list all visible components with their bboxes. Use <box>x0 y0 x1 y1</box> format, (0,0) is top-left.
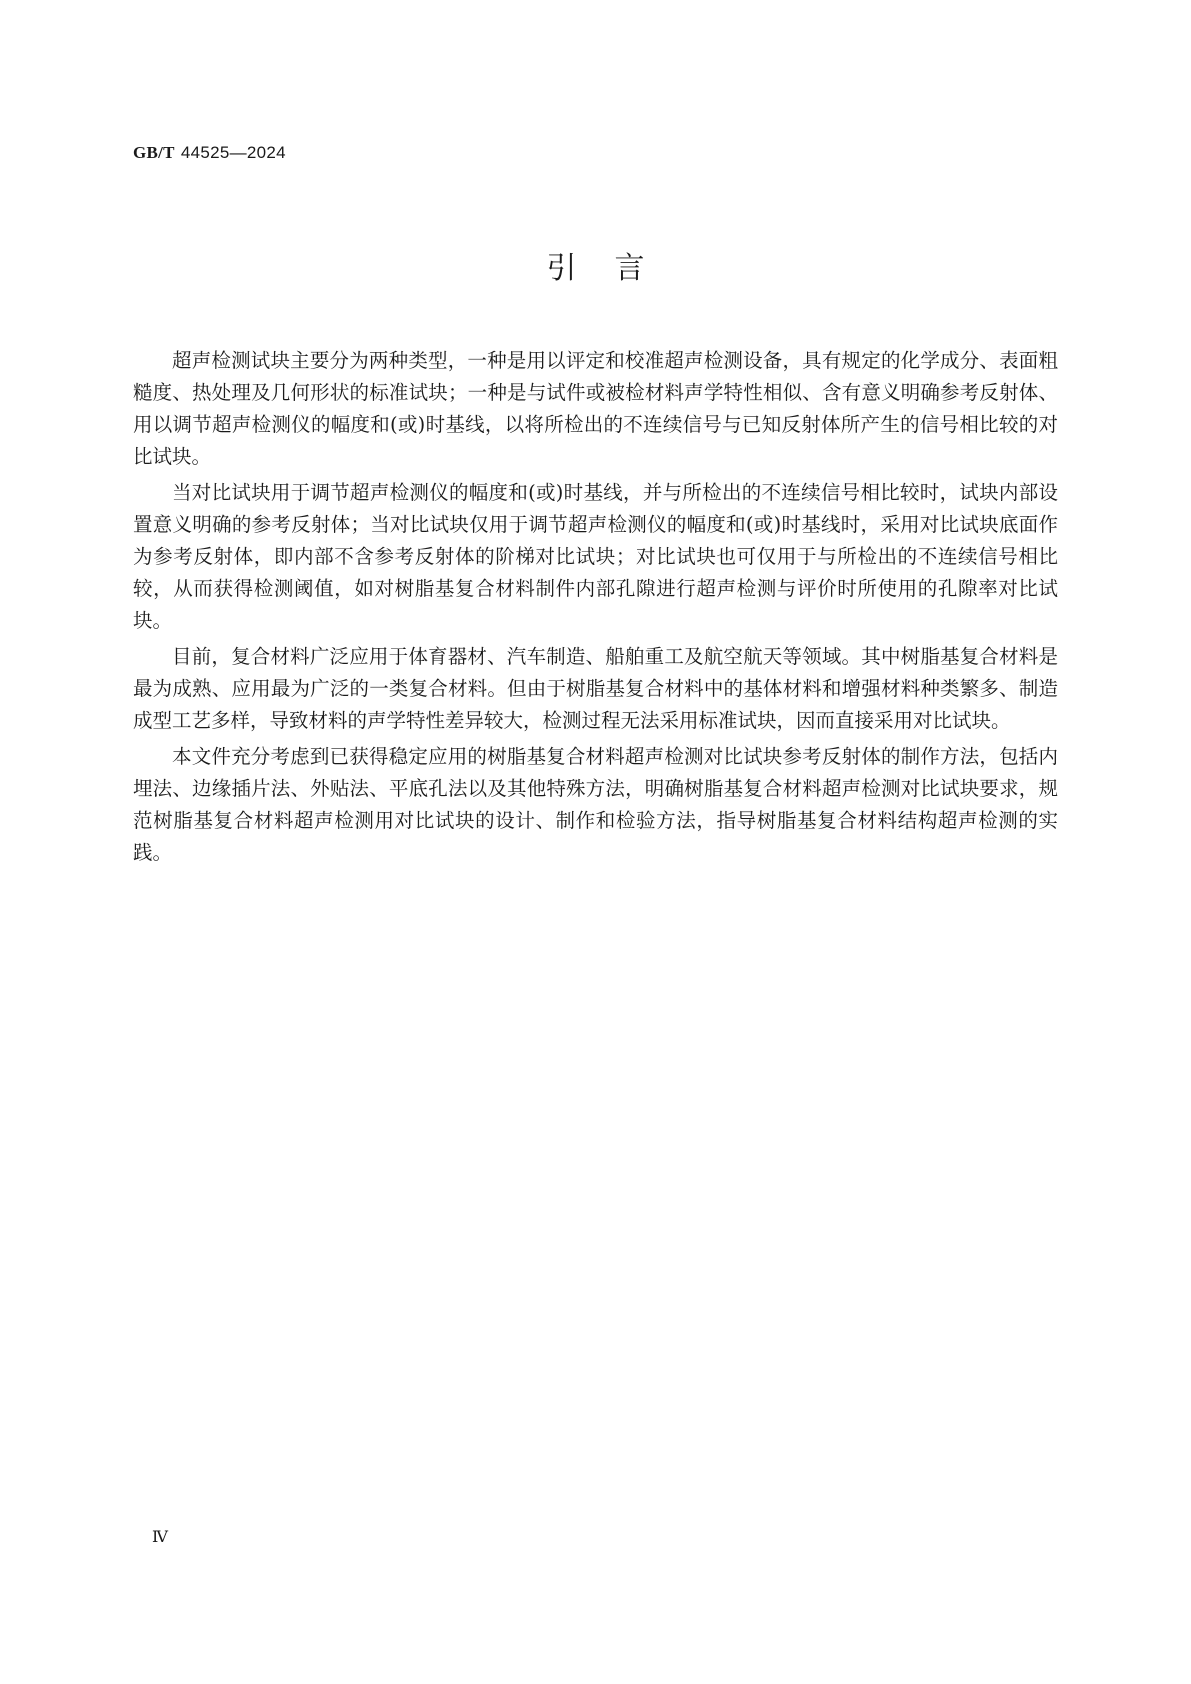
body-text <box>133 345 1058 873</box>
section-title: 引言 <box>546 251 683 286</box>
paragraph: 超声检测试块主要分为两种类型，一种是用以评定和校准超声检测设备，具有规定的化学成分、表面粗糙度、热处理及几何形状的标准试块；一种是与试件或被检材料声学特性相似、含有意义明确参考反射体、用以调节超声检测仪的幅度和(或)时基线，以将所检出的不连续信号与已知反射体所产生的信号相比较的对比试块。 <box>133 349 1058 468</box>
standard-number: 44525—2024 <box>180 143 286 162</box>
document-code <box>133 143 286 163</box>
paragraph: 本文件充分考虑到已获得稳定应用的树脂基复合材料超声检测对比试块参考反射体的制作方法，包括内埋法、边缘插片法、外贴法、平底孔法以及其他特殊方法，明确树脂基复合材料超声检测对比试块要求，规范树脂基复合材料超声检测用对比试块的设计、制作和检验方法，指导树脂基复合材料结构超声检测的实践。 <box>133 745 1058 864</box>
paragraph: 目前，复合材料广泛应用于体育器材、汽车制造、船舶重工及航空航天等领域。其中树脂基复合材料是最为成熟、应用最为广泛的一类复合材料。但由于树脂基复合材料中的基体材料和增强材料种类繁多、制造成型工艺多样，导致材料的声学特性差异较大，检测过程无法采用标准试块，因而直接采用对比试块。 <box>133 645 1058 732</box>
paragraph: 当对比试块用于调节超声检测仪的幅度和(或)时基线，并与所检出的不连续信号相比较时，试块内部设置意义明确的参考反射体；当对比试块仅用于调节超声检测仪的幅度和(或)时基线时，采用对比试块底面作为参考反射体，即内部不含参考反射体的阶梯对比试块；对比试块也可仅用于与所检出的不连续信号相比较，从而获得检测阈值，如对树脂基复合材料制件内部孔隙进行超声检测与评价时所使用的孔隙率对比试块。 <box>133 481 1058 632</box>
page-number: Ⅳ <box>152 1527 168 1546</box>
standard-prefix: GB/T <box>133 143 175 162</box>
